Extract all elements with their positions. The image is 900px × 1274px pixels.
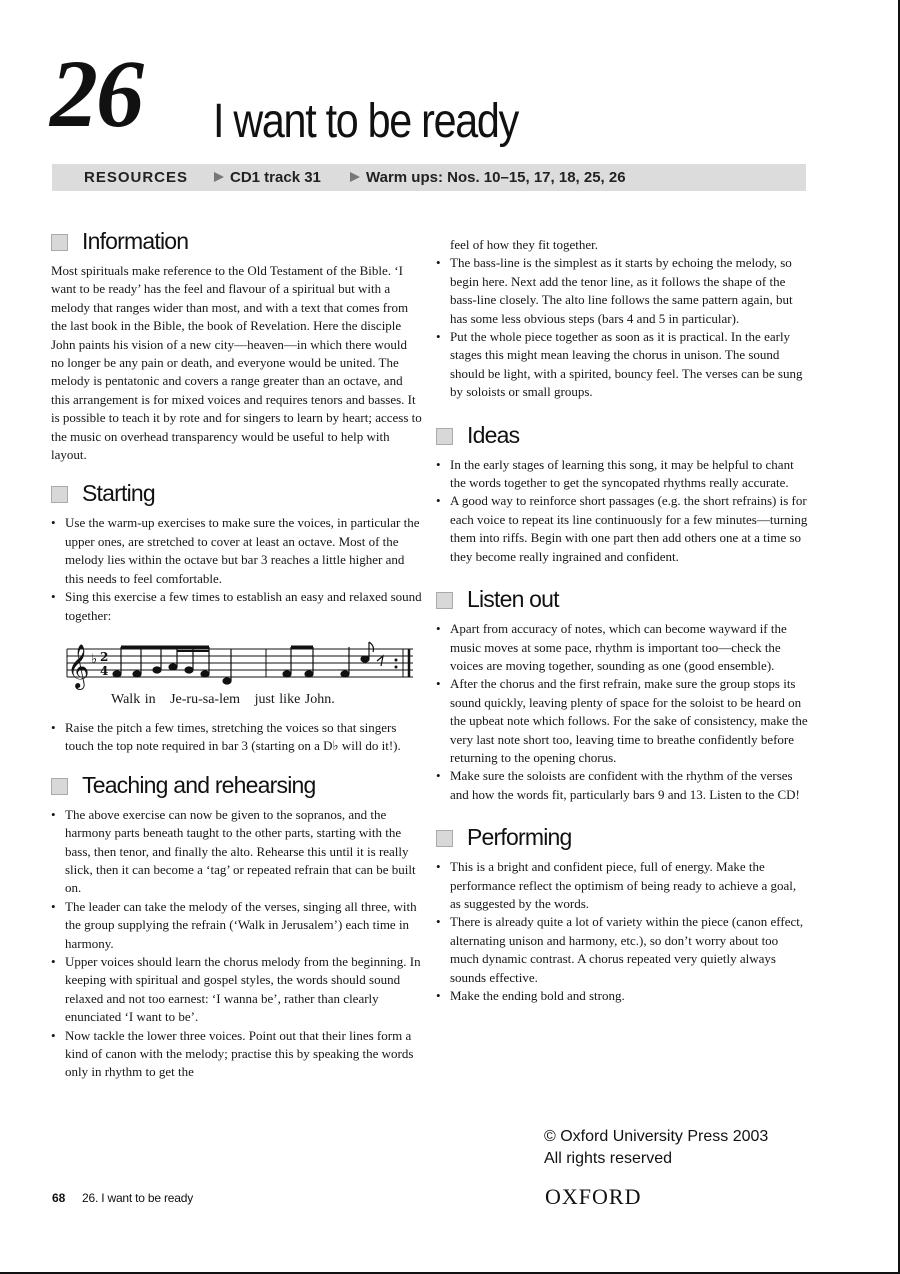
copyright-line-2: All rights reserved: [544, 1150, 673, 1167]
heading-text: Listen out: [467, 586, 559, 613]
time-signature-bottom: 4: [100, 663, 109, 678]
section-heading-listen-out: [436, 584, 808, 614]
listen-list: [436, 620, 808, 804]
heading-text: Ideas: [467, 421, 520, 448]
section-heading-starting: [51, 478, 423, 508]
resources-bar: [52, 164, 806, 191]
list-item: • Now tackle the lower three voices. Point out that their lines form a kind of canon with the melody; practise this by speaking the words only in rhythm to get the: [51, 1027, 423, 1082]
list-item: • Raise the pitch a few times, stretching the voices so that singers touch the top note required in bar 3 (starting on a D♭ will do it!).: [51, 719, 423, 756]
triangle-right-icon: [214, 172, 224, 182]
section-heading-performing: [436, 822, 808, 852]
music-notation: [51, 639, 421, 715]
list-item: • The bass-line is the simplest as it starts by echoing the melody, so begin here. Next add the tenor line, as it follows the shape of the bass-line closely. The alto line follows the same pattern again, but has some less obvious steps (bars 4 and 5 in particular).: [436, 254, 808, 328]
list-item: • Use the warm-up exercises to make sure the voices, in particular the upper ones, are stretched to cover at least an octave. Most of the melody lies within the octave but bar 3 reaches a little higher and this needs to feel comfortable.: [51, 514, 423, 588]
copyright-notice: [544, 1126, 768, 1170]
time-signature-top: 2: [100, 649, 109, 664]
resource-item-warmups-label: Warm ups: Nos. 10–15, 17, 18, 25, 26: [366, 169, 626, 186]
list-item: • Upper voices should learn the chorus melody from the beginning. In keeping with spiritual and gospel styles, the words should sound relaxed and not too earnest: ‘I wanna be’, rather than clearly enunciated ‘I want to be’.: [51, 953, 423, 1027]
list-item: • Make sure the soloists are confident with the rhythm of the verses and how the words fit, particularly bars 9 and 13. Listen to the CD!: [436, 767, 808, 804]
heading-text: Starting: [82, 480, 155, 507]
teaching-list: [51, 806, 423, 1082]
exercise-lyrics: [111, 691, 345, 709]
starting-list-after: [51, 719, 423, 756]
list-item: • Put the whole piece together as soon as it is practical. In the early stages this might mean leaving the chorus in unison. The sound should be light, with a spirited, bouncy feel. The verses can be sung by soloists or small groups.: [436, 328, 808, 402]
publisher-logo: OXFORD: [545, 1184, 642, 1209]
heading-box-icon: [51, 234, 68, 251]
lyric-jerusalem: Je-ru-sa-lem: [170, 691, 241, 707]
left-column: [51, 226, 423, 1082]
section-heading-teaching: [51, 770, 423, 800]
page-number: 68: [52, 1191, 66, 1205]
heading-box-icon: [436, 428, 453, 445]
list-item: • This is a bright and confident piece, full of energy. Make the performance reflect the optimism of being ready to achieve a goal, as suggested by the words.: [436, 858, 808, 913]
flat-sign-icon: ♭: [91, 651, 98, 667]
list-item: • The above exercise can now be given to the sopranos, and the harmony parts beneath taught to the other parts, starting with the bass, then tenor, and finally the alto. Rehearse this until it is really slick, then it can become a ‘tag’ or repeated refrain that can be built on.: [51, 806, 423, 898]
lyric-walk-in: Walk in: [111, 691, 156, 707]
right-column: [436, 236, 808, 1005]
heading-text: Performing: [467, 824, 572, 851]
treble-clef-icon: 𝄞: [67, 643, 90, 688]
list-item: • The leader can take the melody of the verses, singing all three, with the group supplying the refrain (‘Walk in Jerusalem’) each time in harmony.: [51, 898, 423, 953]
list-item: • In the early stages of learning this song, it may be helpful to chant the words together to get the syncopated rhythms really accurate.: [436, 456, 808, 493]
list-item: • After the chorus and the first refrain, make sure the group stops its sound quickly, leaving plenty of space for the soloist to be heard on the upbeat note which follows. For the sake of consistency, make the very last note short too, leaving time to breathe confidently before returning to the opening chorus.: [436, 675, 808, 767]
teaching-list-cont: [436, 254, 808, 401]
list-item: • Make the ending bold and strong.: [436, 987, 808, 1005]
information-body: Most spirituals make reference to the Old Testament of the Bible. ‘I want to be ready’ has the feel and flavour of a spiritual but with a melody that ranges wider than most, and with a text that comes from the last book in the Bible, the book of Revelation. Here the disciple John paints his vision of a new city—heaven—in which there would no longer be any pain or death, and everyone would be united. The melody is pentatonic and covers a range greater than an octave, and this arrangement is for mixed voices and requires tenors and basses. It is possible to teach it by rote and for singers to learn by heart; access to the music on overhead transparency would be useful to help with layout.: [51, 263, 422, 463]
list-item: • Sing this exercise a few times to establish an easy and relaxed sound together:: [51, 588, 423, 625]
heading-text: Teaching and rehearsing: [82, 771, 316, 798]
list-item: • A good way to reinforce short passages (e.g. the short refrains) is for each voice to repeat its line continuously for a few minutes—turning them into riffs. Begin with one part then add others one at a time so they become really ingrained and confident.: [436, 492, 808, 566]
section-heading-ideas: [436, 420, 808, 450]
section-heading-information: [51, 226, 423, 256]
teaching-continuation: feel of how they fit together.: [450, 237, 599, 252]
ideas-list: [436, 456, 808, 566]
triangle-right-icon: [350, 172, 360, 182]
performing-list: [436, 858, 808, 1005]
heading-box-icon: [51, 486, 68, 503]
starting-list: [51, 514, 423, 624]
running-title: 26. I want to be ready: [82, 1191, 194, 1205]
resource-item-warmups: [350, 164, 626, 191]
heading-box-icon: [436, 592, 453, 609]
resources-label: RESOURCES: [84, 169, 189, 186]
list-item: • Apart from accuracy of notes, which can become wayward if the music moves at some pace, rhythm is important too—check the voices are moving together, sounding as one (good ensemble).: [436, 620, 808, 675]
resource-item-cd: [214, 164, 321, 191]
list-item: • There is already quite a lot of variety within the piece (canon effect, alternating unison and harmony, etc.), so don’t worry about too much dynamic contrast. A chorus repeated very quietly always sounds effective.: [436, 913, 808, 987]
resource-item-cd-label: CD1 track 31: [230, 169, 321, 186]
copyright-line-1: © Oxford University Press 2003: [544, 1128, 769, 1145]
music-staff: [51, 639, 421, 691]
chapter-title: I want to be ready: [213, 95, 518, 148]
lyric-just-like-john: just like John.: [254, 691, 335, 707]
heading-text: Information: [82, 228, 189, 254]
heading-box-icon: [436, 830, 453, 847]
chapter-number: 26: [50, 40, 142, 147]
heading-box-icon: [51, 778, 68, 795]
